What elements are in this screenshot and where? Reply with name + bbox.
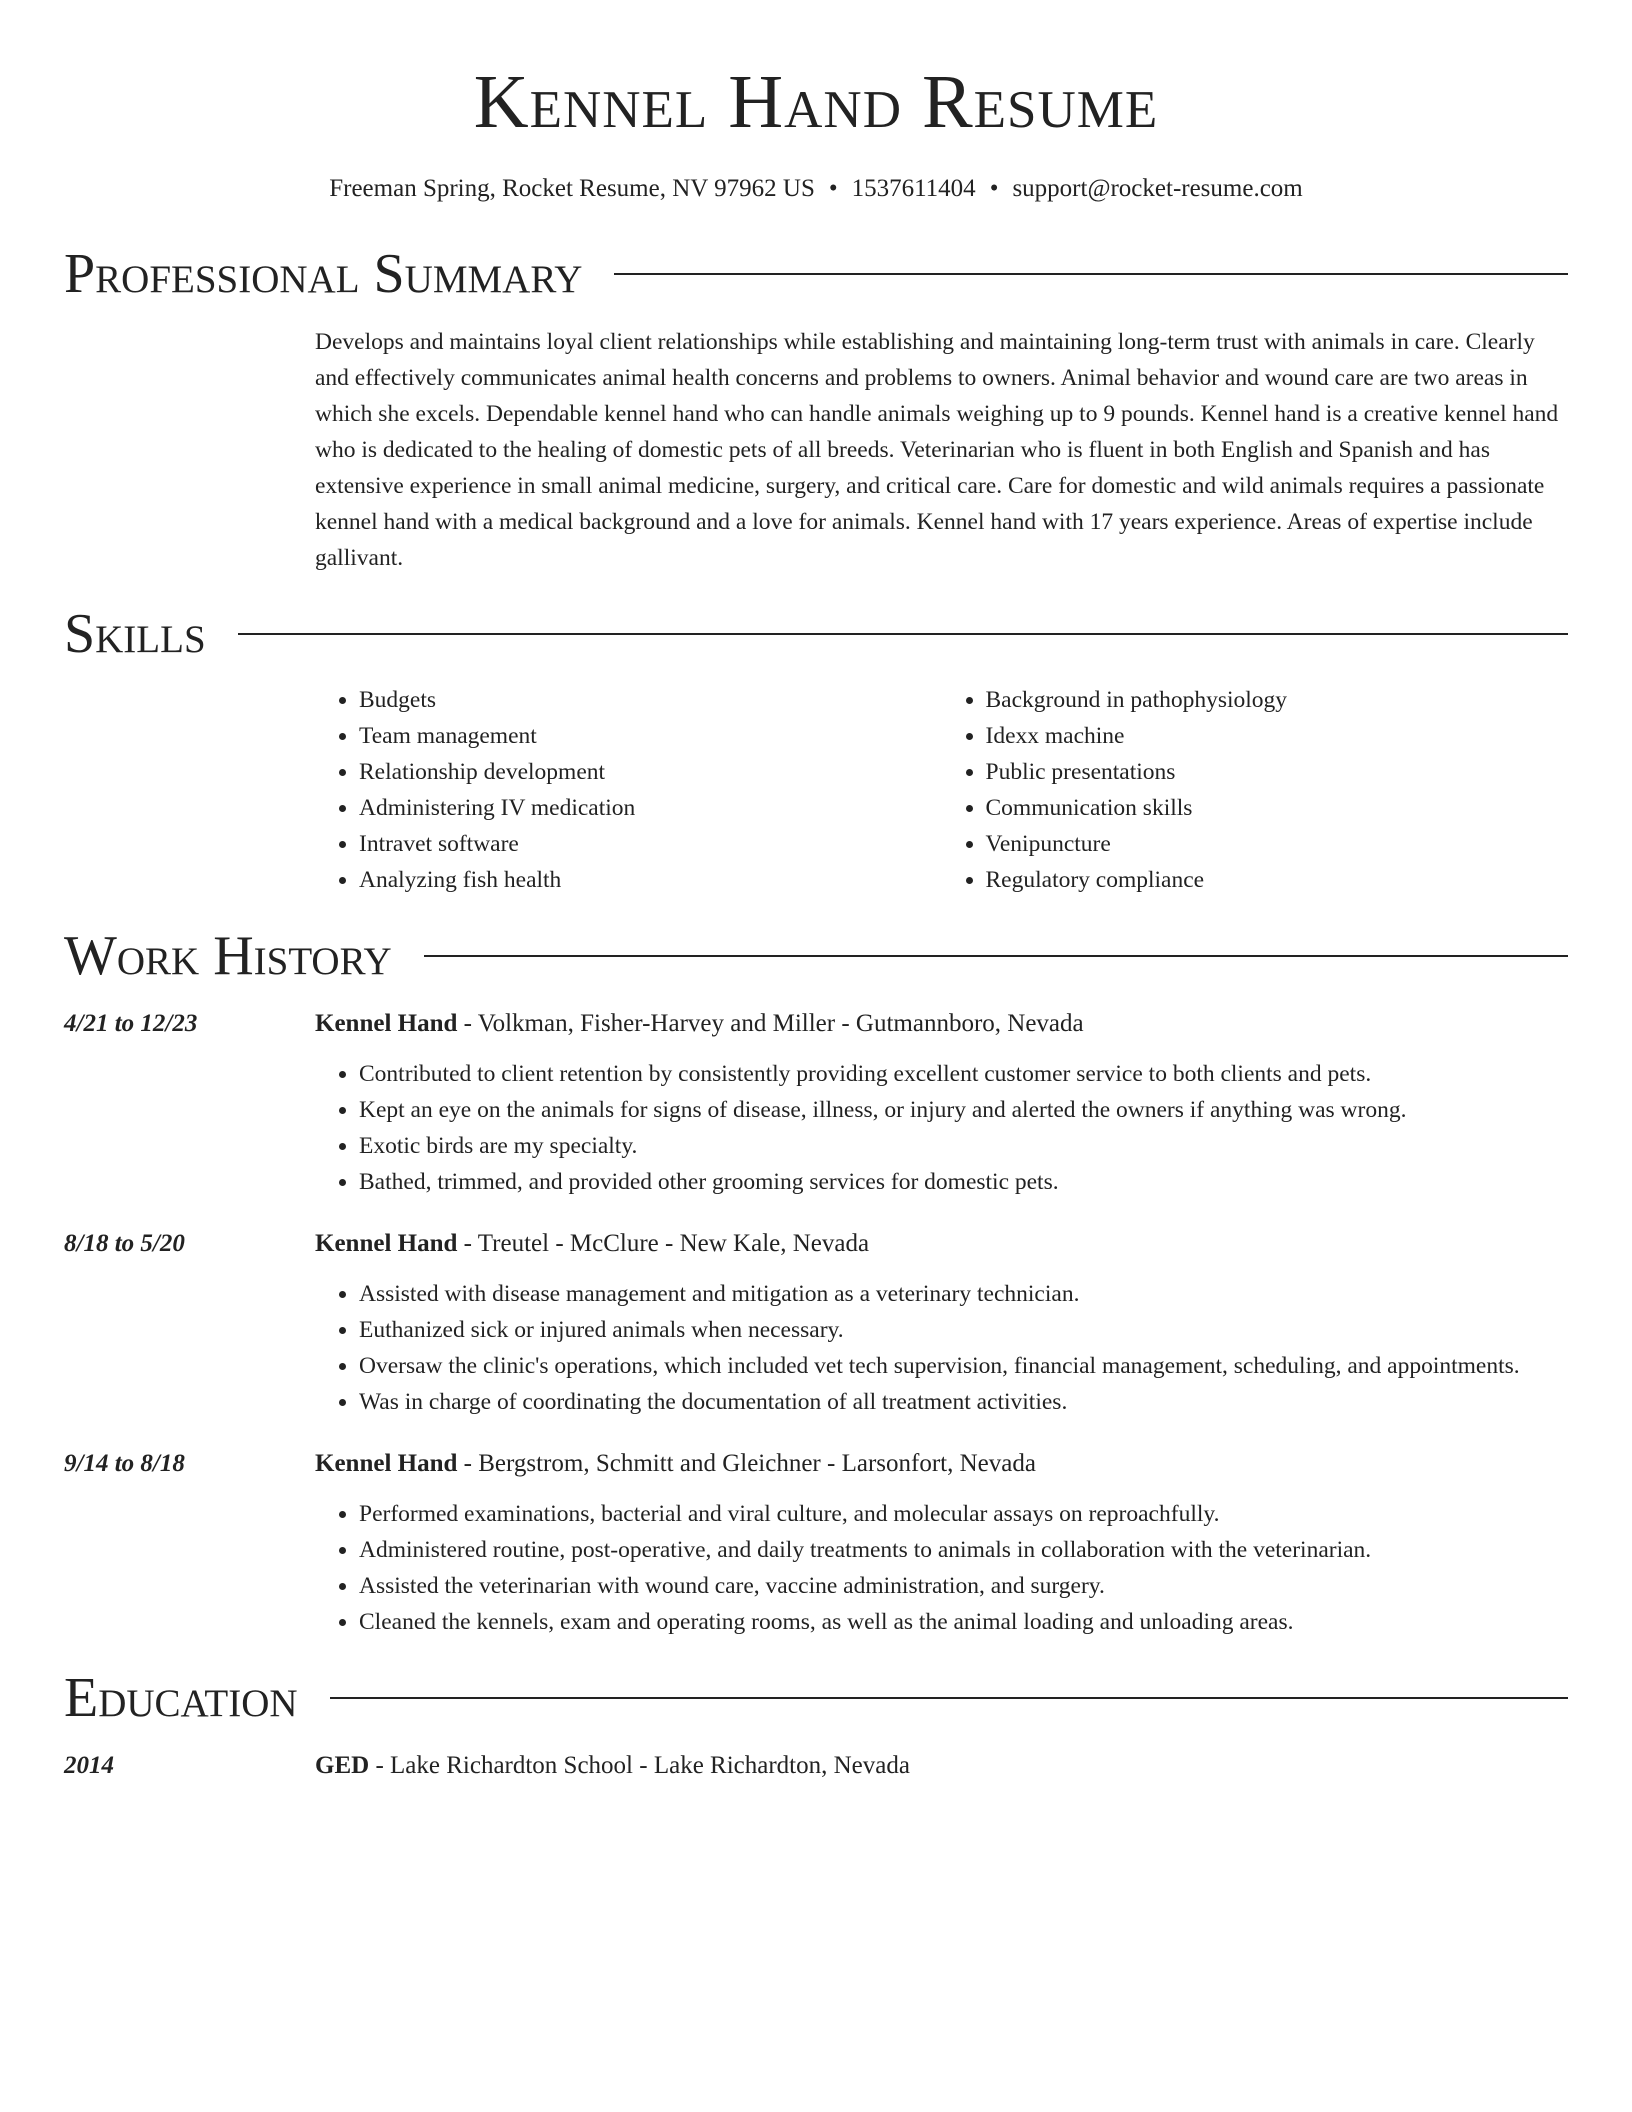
job-bullet: • Kept an eye on the animals for signs of disease, illness, or injury and alerted the owners if anything was wrong. xyxy=(359,1092,1568,1128)
education-body xyxy=(315,1748,1568,1784)
education-section-header xyxy=(64,1667,1568,1729)
skill-item: • Regulatory compliance xyxy=(986,862,1569,898)
summary-section-header xyxy=(64,243,1568,305)
skill-item: • Analyzing fish health xyxy=(359,862,942,898)
skills-section-header xyxy=(64,603,1568,665)
summary-text: Develops and maintains loyal client relationships while establishing and maintaining long-term trust with animals in care. Clearly and effectively communicates animal health concerns and problems to owners. Animal behavior and wound care are two areas in which she excels. Dependable kennel hand who can handle animals weighing up to 9 pounds. Kennel hand is a creative kennel hand who is dedicated to the healing of domestic pets of all breeds. Veterinarian who is fluent in both English and Spanish and has extensive experience in small animal medicine, surgery, and critical care. Care for domestic and wild animals requires a passionate kennel hand with a medical background and a love for animals. Kennel hand with 17 years experience. Areas of expertise include gallivant. xyxy=(315,329,1559,571)
education-year: 2014 xyxy=(64,1752,114,1779)
contact-email: support@rocket-resume.com xyxy=(1012,175,1303,202)
contact-address: Freeman Spring, Rocket Resume, NV 97962 US xyxy=(329,175,815,202)
job-employer: - Volkman, Fisher-Harvey and Miller - Gutmannboro, Nevada xyxy=(457,1010,1084,1037)
job-bullet: • Exotic birds are my specialty. xyxy=(359,1128,1568,1164)
skill-item: • Team management xyxy=(359,718,942,754)
section-divider xyxy=(424,955,1568,957)
job-heading xyxy=(315,1446,1568,1482)
contact-phone: 1537611404 xyxy=(851,175,976,202)
skill-item: • Public presentations xyxy=(986,754,1569,790)
section-divider xyxy=(330,1697,1568,1699)
skill-item: • Background in pathophysiology xyxy=(986,682,1569,718)
skill-item: • Relationship development xyxy=(359,754,942,790)
job-employer: - Bergstrom, Schmitt and Gleichner - Larsonfort, Nevada xyxy=(457,1450,1036,1477)
skill-item: • Administering IV medication xyxy=(359,790,942,826)
job-heading xyxy=(315,1006,1568,1042)
job-bullet: • Performed examinations, bacterial and viral culture, and molecular assays on reproachfully. xyxy=(359,1496,1568,1532)
job-body xyxy=(315,1446,1568,1640)
job-bullet: • Assisted the veterinarian with wound care, vaccine administration, and surgery. xyxy=(359,1568,1568,1604)
work-section-header xyxy=(64,925,1568,987)
job-body xyxy=(315,1226,1568,1420)
education-heading: Education xyxy=(64,1667,298,1729)
skill-item: • Intravet software xyxy=(359,826,942,862)
job-bullet: • Cleaned the kennels, exam and operating rooms, as well as the animal loading and unloading areas. xyxy=(359,1604,1568,1640)
skill-item: • Communication skills xyxy=(986,790,1569,826)
resume-page xyxy=(64,0,1568,1784)
job-heading xyxy=(315,1226,1568,1262)
job-body xyxy=(315,1006,1568,1200)
job-bullet: • Bathed, trimmed, and provided other grooming services for domestic pets. xyxy=(359,1164,1568,1200)
job-bullet: • Oversaw the clinic's operations, which included vet tech supervision, financial management, scheduling, and appointments. xyxy=(359,1348,1568,1384)
contact-separator: • xyxy=(828,175,838,202)
education-heading-line xyxy=(315,1748,1568,1784)
skill-item: • Idexx machine xyxy=(986,718,1569,754)
job-employer: - Treutel - McClure - New Kale, Nevada xyxy=(457,1230,870,1257)
job-bullets xyxy=(315,1496,1568,1640)
job-entry xyxy=(64,1446,1568,1640)
job-dates: 9/14 to 8/18 xyxy=(64,1450,185,1477)
job-role: Kennel Hand xyxy=(315,1450,458,1477)
skills-column-right xyxy=(942,682,1569,898)
skill-item: • Venipuncture xyxy=(986,826,1569,862)
job-entry xyxy=(64,1006,1568,1200)
job-bullets xyxy=(315,1276,1568,1420)
skills-column-left xyxy=(315,682,942,898)
section-divider xyxy=(614,273,1568,275)
skill-item: • Budgets xyxy=(359,682,942,718)
contact-line xyxy=(64,174,1568,204)
job-bullet: • Was in charge of coordinating the documentation of all treatment activities. xyxy=(359,1384,1568,1420)
job-role: Kennel Hand xyxy=(315,1010,458,1037)
summary-heading: Professional Summary xyxy=(64,243,583,305)
education-school: - Lake Richardton School - Lake Richardton, Nevada xyxy=(369,1752,910,1779)
job-bullet: • Euthanized sick or injured animals when necessary. xyxy=(359,1312,1568,1348)
job-entry xyxy=(64,1226,1568,1420)
resume-title: Kennel Hand Resume xyxy=(473,60,1159,144)
job-dates: 8/18 to 5/20 xyxy=(64,1230,185,1257)
job-bullets xyxy=(315,1056,1568,1200)
job-role: Kennel Hand xyxy=(315,1230,458,1257)
skills-heading: Skills xyxy=(64,603,206,665)
education-degree: GED xyxy=(315,1752,370,1779)
job-bullet: • Assisted with disease management and mitigation as a veterinary technician. xyxy=(359,1276,1568,1312)
contact-separator: • xyxy=(989,175,999,202)
job-dates: 4/21 to 12/23 xyxy=(64,1010,198,1037)
job-bullet: • Contributed to client retention by consistently providing excellent customer service to both clients and pets. xyxy=(359,1056,1568,1092)
section-divider xyxy=(238,633,1568,635)
work-heading: Work History xyxy=(64,925,392,987)
education-entry xyxy=(64,1748,1568,1784)
job-bullet: • Administered routine, post-operative, and daily treatments to animals in collaboration with the veterinarian. xyxy=(359,1532,1568,1568)
skills-list xyxy=(315,682,1568,898)
